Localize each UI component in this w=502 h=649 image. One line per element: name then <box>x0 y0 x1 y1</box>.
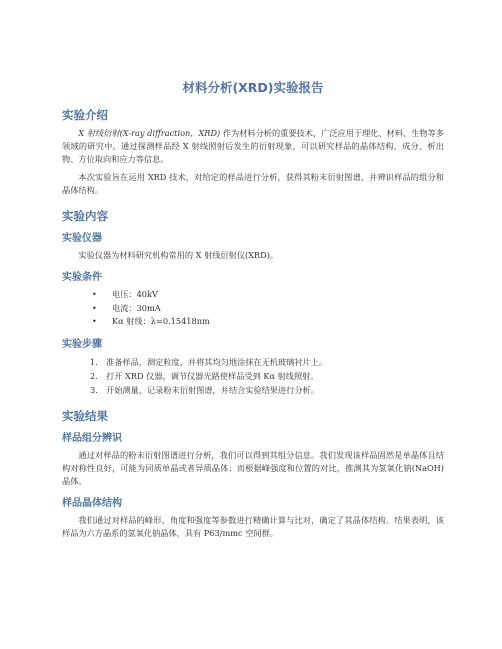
intro-paragraph-2: 本次实验旨在运用 XRD 技术，对给定的样品进行分析，获得其粉末衍射图谱，并辨识样品的组分和晶体结构。 <box>62 172 444 195</box>
document-content <box>62 80 444 545</box>
step-item <box>62 383 444 397</box>
instrument-text: 实验仪器为材料研究机构常用的 X 射线衍射仪(XRD)。 <box>78 250 279 260</box>
xrd-term: X 射线衍射(X-ray diffraction，XRD) <box>78 128 221 138</box>
results-heading: 实验结果 <box>62 408 108 423</box>
steps-list <box>62 355 444 397</box>
condition-item: • Kα 射线：λ=0.15418nm <box>62 315 444 329</box>
step-text: 准备样品，测定粒度，并将其均匀地涂抹在无机玻璃衬片上。 <box>106 356 328 367</box>
steps-heading: 实验步骤 <box>62 338 102 350</box>
structure-text: 我们通过对样品的峰形、角度和强度等参数进行精确计算与比对，确定了其晶体结构。结果表明，该样品为六方晶系的氢氧化钠晶体，具有 P63/mmc 空间群。 <box>62 514 444 538</box>
conditions-heading: 实验条件 <box>62 272 102 283</box>
condition-item: • 电压：40kV <box>62 288 444 302</box>
instrument-heading: 实验仪器 <box>62 233 102 244</box>
step-text: 开始测量，记录粉末衍射图谱，并结合实验结果进行分析。 <box>106 384 319 395</box>
step-number: 2. <box>90 370 98 381</box>
structure-heading: 样品晶体结构 <box>62 497 122 509</box>
content-heading: 实验内容 <box>62 209 108 223</box>
composition-text: 通过对样品的粉末衍射图谱进行分析，我们可以得到其组分信息。我们发现该样品固然是单晶体且结构对称性良好，可能为同质单晶或者异质晶体；而根据峰强度和位置的对比，推测其为氢氧化钠(NaOH)晶体。 <box>62 449 444 486</box>
step-item <box>62 369 444 383</box>
step-number: 3. <box>90 384 98 395</box>
intro-paragraph-1 <box>62 127 444 166</box>
conditions-list <box>62 288 444 329</box>
composition-heading: 样品组分辨识 <box>62 432 122 444</box>
step-text: 打开 XRD 仪器，调节仪器光路使样品受到 Kα 射线照射。 <box>106 370 319 381</box>
step-number: 1. <box>90 356 98 367</box>
report-title: 材料分析(XRD)实验报告 <box>182 80 324 95</box>
condition-item: • 电流：30mA <box>62 302 444 316</box>
intro-paragraph-1-text: 作为材料分析的重要技术，广泛应用于理化、材料、生物等多领域的研究中。通过探测样品经 X 射线照射后发生的衍射现象，可以研究样品的晶体结构、成分、析出物、方位取向和应力等信息。 <box>62 128 444 164</box>
step-item <box>62 355 444 369</box>
intro-heading: 实验介绍 <box>62 108 108 122</box>
